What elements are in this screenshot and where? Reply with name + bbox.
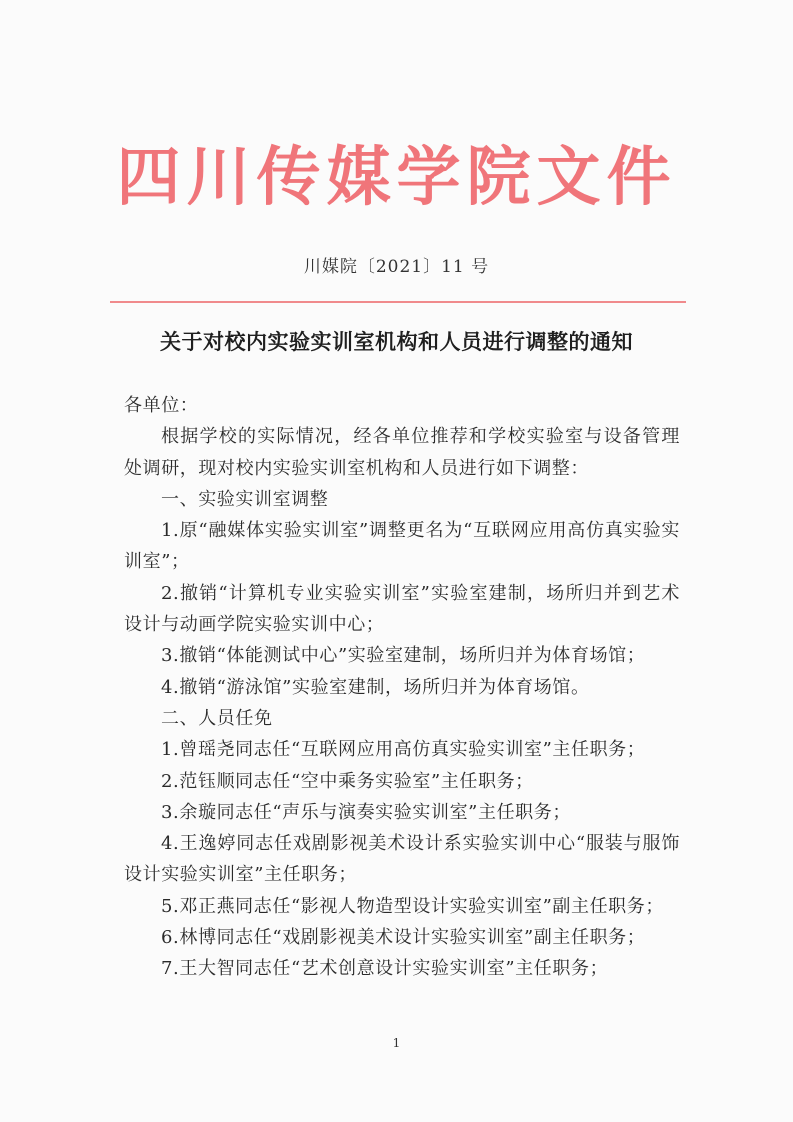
- list-item: 2.撤销“计算机专业实验实训室”实验室建制，场所归并到艺术设计与动画学院实验实训中心；: [124, 582, 680, 636]
- list-item: 1.原“融媒体实验实训室”调整更名为“互联网应用高仿真实验实训室”；: [124, 520, 680, 573]
- list-item: 3.余璇同志任“声乐与演奏实验实训室”主任职务；: [161, 801, 571, 823]
- section-heading-2: 二、人员任免: [161, 707, 273, 729]
- list-item: 2.范钰顺同志任“空中乘务实验室”主任职务；: [161, 770, 534, 792]
- document-number: 川媒院〔2021〕11 号: [303, 257, 490, 277]
- salutation: 各单位：: [124, 395, 199, 416]
- masthead-title: 四川传媒学院文件: [116, 141, 677, 215]
- section-heading-1: 一、实验实训室调整: [161, 488, 329, 510]
- list-item: 7.王大智同志任“艺术创意设计实验实训室”主任职务；: [161, 958, 609, 980]
- red-divider-line: [110, 301, 686, 303]
- notice-title: 关于对校内实验实训室机构和人员进行调整的通知: [160, 330, 633, 354]
- list-item: 6.林博同志任“戏剧影视美术设计实验实训室”副主任职务；: [161, 927, 646, 949]
- page-number: 1: [392, 1036, 401, 1050]
- list-item: 4.王逸婷同志任戏剧影视美术设计系实验实训中心“服装与服饰设计实验实训室”主任职务；: [124, 833, 680, 886]
- intro-paragraph: 根据学校的实际情况，经各单位推荐和学校实验室与设备管理处调研，现对校内实验实训室机构和人员进行如下调整：: [124, 426, 680, 479]
- list-item: 1.曾瑶尧同志任“互联网应用高仿真实验实训室”主任职务；: [161, 739, 646, 761]
- list-item: 5.邓正燕同志任“影视人物造型设计实验实训室”副主任职务；: [161, 895, 664, 917]
- list-item: 3.撤销“体能测试中心”实验室建制，场所归并为体育场馆；: [161, 645, 646, 667]
- notice-body: [124, 390, 680, 985]
- list-item: 4.撤销“游泳馆”实验室建制，场所归并为体育场馆。: [161, 676, 590, 698]
